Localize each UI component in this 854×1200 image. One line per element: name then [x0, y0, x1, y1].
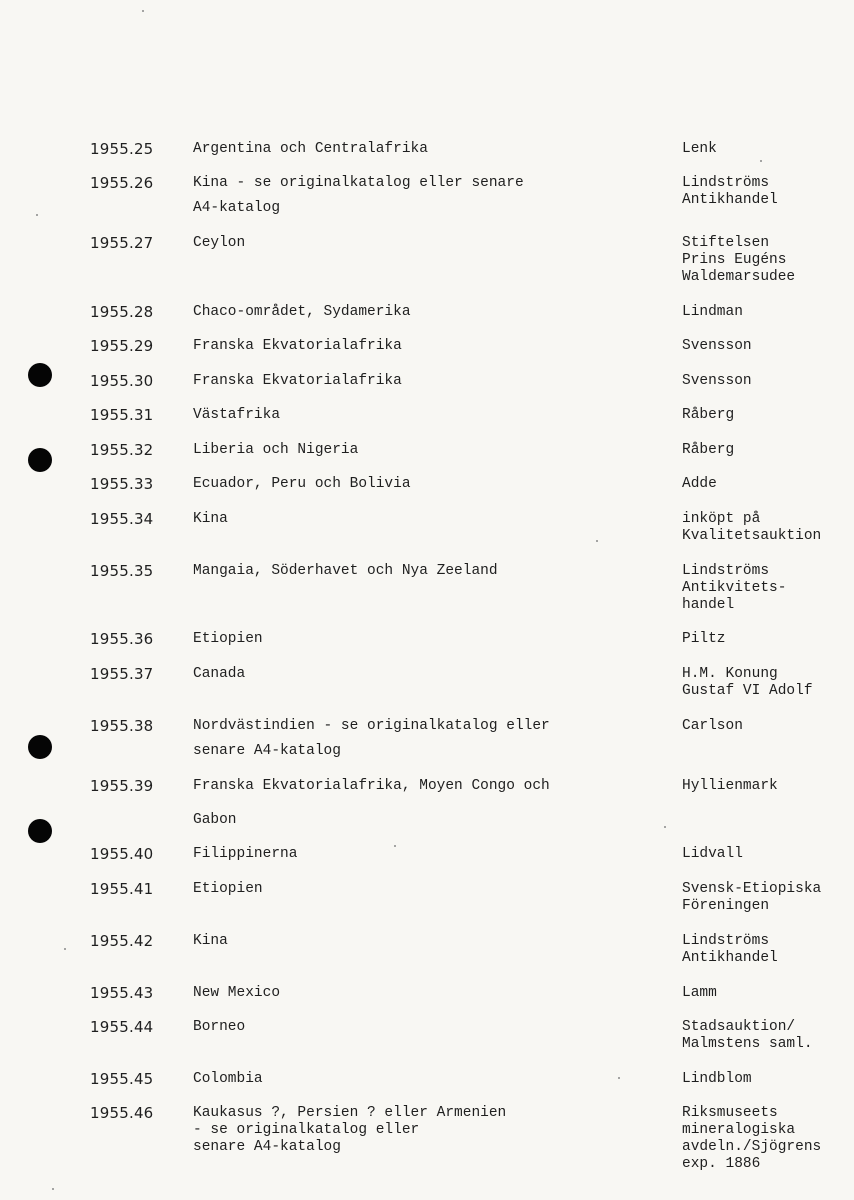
entry-subject: Liberia och Nigeria [193, 442, 359, 458]
scan-speck [52, 1188, 54, 1190]
entry-subject: Borneo [193, 1019, 246, 1035]
catalog-number: 1955.32 [90, 441, 154, 459]
entry-subject: Mangaia, Söderhavet och Nya Zeeland [193, 563, 498, 579]
catalog-number: 1955.34 [90, 510, 154, 528]
catalog-number: 1955.26 [90, 174, 154, 192]
catalog-number: 1955.39 [90, 777, 154, 795]
catalog-number: 1955.40 [90, 845, 154, 863]
entry-subject: Kina [193, 933, 228, 949]
entry-source: H.M. Konung Gustaf VI Adolf [682, 666, 813, 699]
scan-speck [36, 214, 38, 216]
entry-source: Riksmuseets mineralogiska avdeln./Sjögrens exp. 1886 [682, 1105, 822, 1172]
entry-subject: Chaco-området, Sydamerika [193, 304, 411, 320]
entry-source: Adde [682, 476, 717, 492]
catalog-number: 1955.36 [90, 630, 154, 648]
entry-subject: Filippinerna [193, 846, 298, 862]
punch-hole [28, 819, 52, 843]
entry-source: Stiftelsen Prins Eugéns Waldemarsudee [682, 235, 796, 285]
catalog-number: 1955.37 [90, 665, 154, 683]
entry-subject: Kaukasus ?, Persien ? eller Armenien - se originalkatalog eller senare A4-katalog [193, 1105, 507, 1155]
entry-subject: Argentina och Centralafrika [193, 141, 428, 157]
entry-subject: Franska Ekvatorialafrika [193, 373, 402, 389]
punch-hole [28, 735, 52, 759]
catalog-number: 1955.25 [90, 140, 154, 158]
entry-source: Piltz [682, 631, 726, 647]
catalog-number: 1955.30 [90, 372, 154, 390]
entry-source: Hyllienmark [682, 778, 778, 794]
entry-source: Lindströms Antikhandel [682, 175, 778, 208]
entry-source: Råberg [682, 407, 735, 423]
catalog-number: 1955.41 [90, 880, 154, 898]
entry-source: Lindströms Antikhandel [682, 933, 778, 966]
catalog-number: 1955.35 [90, 562, 154, 580]
catalog-number: 1955.29 [90, 337, 154, 355]
entry-source: Svensk-Etiopiska Föreningen [682, 881, 822, 914]
punch-hole [28, 448, 52, 472]
entry-subject: Nordvästindien - se originalkatalog eller senare A4-katalog [193, 718, 550, 759]
entry-source: Svensson [682, 373, 752, 389]
scan-speck [142, 10, 144, 12]
catalog-number: 1955.46 [90, 1104, 154, 1122]
entry-subject: Kina - se originalkatalog eller senare A4-katalog [193, 175, 524, 216]
entry-source: Lindströms Antikvitets- handel [682, 563, 787, 613]
entry-subject: Franska Ekvatorialafrika, Moyen Congo och Gabon [193, 778, 550, 828]
punch-hole [28, 363, 52, 387]
entry-subject: Franska Ekvatorialafrika [193, 338, 402, 354]
entry-subject: Kina [193, 511, 228, 527]
catalog-number: 1955.43 [90, 984, 154, 1002]
scan-speck [64, 948, 66, 950]
entry-subject: Ceylon [193, 235, 246, 251]
entry-source: Svensson [682, 338, 752, 354]
scan-speck [596, 540, 598, 542]
entry-source: Lidvall [682, 846, 743, 862]
catalog-number: 1955.27 [90, 234, 154, 252]
entry-subject: Canada [193, 666, 246, 682]
entry-source: Lamm [682, 985, 717, 1001]
entry-source: Carlson [682, 718, 743, 734]
entry-subject: Västafrika [193, 407, 281, 423]
catalog-number: 1955.38 [90, 717, 154, 735]
catalog-number: 1955.31 [90, 406, 154, 424]
entry-source: Lenk [682, 141, 717, 157]
catalog-number: 1955.44 [90, 1018, 154, 1036]
scan-speck [664, 826, 666, 828]
entry-subject: Etiopien [193, 631, 263, 647]
entry-subject: New Mexico [193, 985, 281, 1001]
catalog-number: 1955.45 [90, 1070, 154, 1088]
catalog-number: 1955.33 [90, 475, 154, 493]
entry-source: Råberg [682, 442, 735, 458]
scan-speck [760, 160, 762, 162]
catalog-number: 1955.28 [90, 303, 154, 321]
entry-source: Lindblom [682, 1071, 752, 1087]
entry-subject: Ecuador, Peru och Bolivia [193, 476, 411, 492]
entry-source: Lindman [682, 304, 743, 320]
catalog-number: 1955.42 [90, 932, 154, 950]
entry-source: inköpt på Kvalitetsauktion [682, 511, 822, 544]
entry-subject: Colombia [193, 1071, 263, 1087]
entry-source: Stadsauktion/ Malmstens saml. [682, 1019, 813, 1052]
entry-subject: Etiopien [193, 881, 263, 897]
